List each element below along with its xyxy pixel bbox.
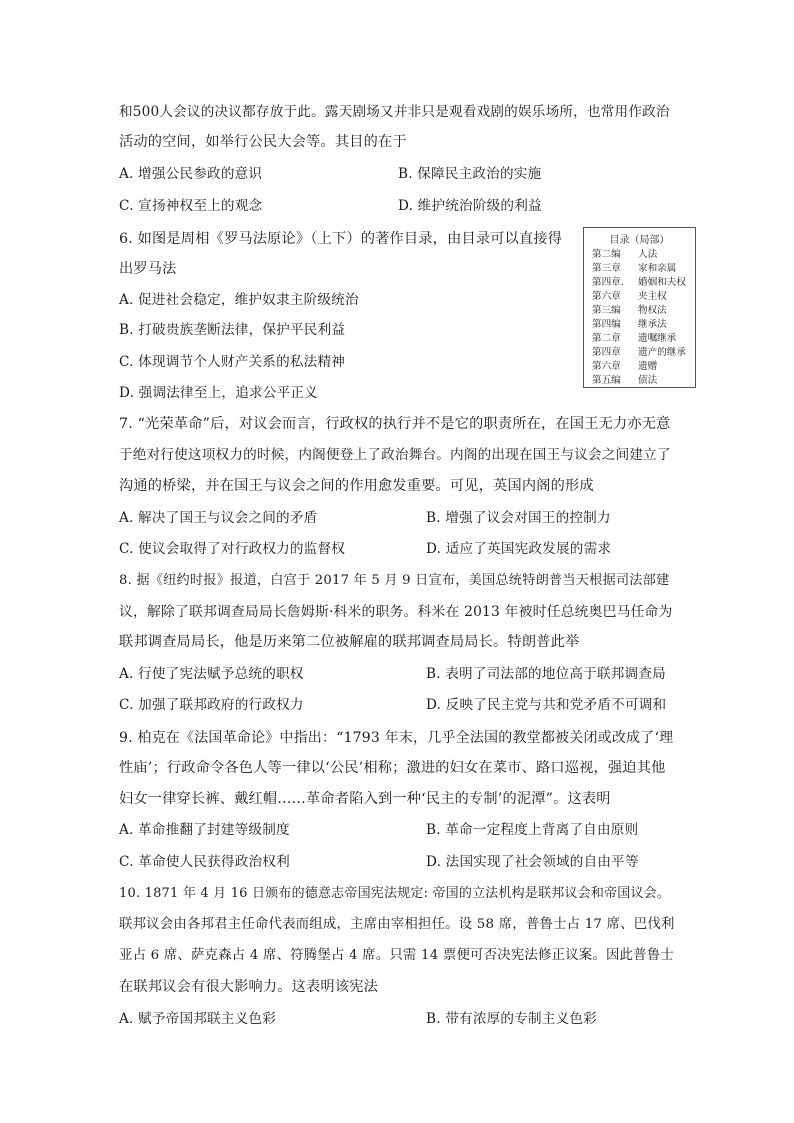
toc-row (592, 330, 676, 344)
question-10-stem: 亚占 6 席、萨克森占 4 席、符腾堡占 4 席。只需 14 票便可否决宪法修正议案。因此普鲁士 (119, 948, 674, 963)
toc-title: 目录（局部） (609, 235, 670, 246)
question-7-stem: 于绝对行使这项权力的时候，内阁便登上了政治舞台。内阁的出现在国王与议会之间建立了 (119, 447, 671, 463)
toc-row (592, 274, 686, 288)
toc-row (592, 260, 676, 274)
toc-row (592, 372, 657, 386)
paragraph-line: 和500人会议的决议都存放于此。露天剧场又并非只是观看戏剧的娱乐场所，也常用作政治 (119, 104, 670, 120)
option-c: C. 革命使人民获得政治权利 (119, 854, 290, 870)
question-8-stem: 8. 据《纽约时报》报道，白宫于 2017 年 5 月 9 日宣布，美国总统特朗普当天根据司法部建 (119, 573, 670, 588)
option-d: D. 维护统治阶级的利益 (398, 198, 542, 214)
option-b: B. 革命一定程度上背离了自由原则 (426, 822, 639, 838)
option-b: B. 打破贵族垄断法律，保护平民利益 (119, 322, 346, 338)
toc-topic: 物权法 (638, 305, 667, 316)
option-c: C. 使议会取得了对行政权力的监督权 (119, 541, 346, 557)
option-a: A. 增强公民参政的意识 (119, 166, 263, 182)
question-9-stem: 妇女一律穿长裤、戴红帽……革命者陷入到一种‘民主的专制’的泥潭”。这表明 (119, 791, 611, 807)
option-a: A. 革命推翻了封建等级制度 (119, 822, 290, 838)
option-b: B. 增强了议会对国王的控制力 (426, 510, 611, 526)
option-c: C. 宣扬神权至上的观念 (119, 198, 263, 214)
option-d: D. 强调法律至上，追求公平正义 (119, 385, 318, 401)
option-d: D. 法国实现了社会领域的自由平等 (426, 854, 639, 870)
option-b: B. 带有浓厚的专制主义色彩 (426, 1011, 597, 1027)
toc-topic: 遗产的继承 (638, 347, 686, 358)
option-a: A. 促进社会稳定，维护奴隶主阶级统治 (119, 292, 359, 308)
toc-chapter: 第三章 (592, 263, 621, 274)
question-7-stem: 沟通的桥梁，并在国王与议会之间的作用愈发重要。可见，英国内阁的形成 (119, 478, 594, 494)
toc-topic: 人法 (638, 249, 658, 260)
question-10-stem: 在联邦议会有很大影响力。这表明该宪法 (119, 979, 378, 995)
paragraph-line: 活动的空间，如举行公民大会等。其目的在于 (119, 134, 407, 150)
toc-chapter: 第六章 (592, 361, 621, 372)
toc-topic: 家和亲属 (638, 263, 677, 274)
toc-row (592, 316, 667, 330)
question-7-stem: 7. “光荣革命”后，对议会而言，行政权的执行并不是它的职责所在，在国王无力亦无意 (119, 416, 671, 432)
toc-topic: 婚姻和夫权 (638, 277, 686, 288)
option-b: B. 表明了司法部的地位高于联邦调查局 (426, 666, 666, 682)
question-8-stem: 议，解除了联邦调查局局长詹姆斯·科米的职务。科米在 2013 年被时任总统奥巴马任命为 (119, 604, 673, 620)
toc-chapter: 第四章 (592, 347, 621, 358)
option-a: A. 解决了国王与议会之间的矛盾 (119, 510, 318, 526)
question-6-stem: 出罗马法 (119, 261, 177, 277)
option-a: A. 行使了宪法赋予总统的职权 (119, 666, 304, 682)
question-8-stem: 联邦调查局局长，他是历来第二位被解雇的联邦调查局局长。特朗普此举 (119, 634, 580, 650)
toc-chapter: 第四章． (592, 277, 631, 288)
option-a: A. 赋予帝国邦联主义色彩 (119, 1011, 276, 1027)
toc-chapter: 第六章 (592, 291, 621, 302)
option-b: B. 保障民主政治的实施 (398, 166, 542, 182)
option-d: D. 反映了民主党与共和党矛盾不可调和 (426, 697, 667, 713)
toc-chapter: 第二章 (592, 333, 621, 344)
toc-row (592, 344, 686, 358)
toc-topic: 继承法 (638, 319, 667, 330)
toc-chapter: 第二编 (592, 249, 621, 260)
toc-topic: 遗嘱继承 (638, 333, 677, 344)
question-6-stem: 6. 如图是周相《罗马法原论》（上下）的著作目录，由目录可以直接得 (119, 231, 563, 247)
toc-row (592, 246, 657, 260)
option-d: D. 适应了英国宪政发展的需求 (426, 541, 612, 557)
toc-row (592, 288, 667, 302)
toc-topic: 债法 (638, 375, 658, 386)
option-c: C. 体现调节个人财产关系的私法精神 (119, 354, 346, 370)
toc-topic: 遗赠 (638, 361, 658, 372)
toc-topic: 夹主权 (638, 291, 667, 302)
toc-row (592, 302, 667, 316)
question-10-stem: 联邦议会由各邦君主任命代表而组成，主席由宰相担任。设 58 席，普鲁士占 17 席、巴伐利 (119, 917, 675, 932)
question-9-stem: 9. 柏克在《法国革命论》中指出：“1793 年末，几乎全法国的教堂都被关闭或改成了‘理 (119, 730, 674, 746)
toc-chapter: 第三编 (592, 305, 621, 316)
question-9-stem: 性庙’；行政命令各色人等一律以‘公民’相称；激进的妇女在菜市、路口巡视，强迫其他 (119, 760, 666, 776)
question-10-stem: 10. 1871 年 4 月 16 日颁布的德意志帝国宪法规定: 帝国的立法机构是联邦议会和帝国议会。 (119, 886, 671, 901)
option-c: C. 加强了联邦政府的行政权力 (119, 697, 304, 713)
toc-chapter: 第五编 (592, 375, 621, 386)
toc-row (592, 358, 657, 372)
toc-chapter: 第四编 (592, 319, 621, 330)
table-of-contents-figure (583, 227, 696, 388)
